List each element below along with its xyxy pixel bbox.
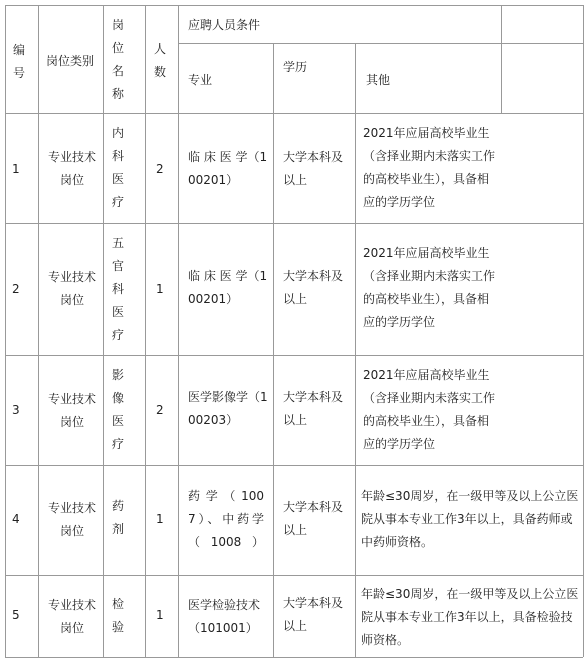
row2-name-text: 五官科医疗 [111,235,124,342]
row3-other-text: 2021年应届高校毕业生（含择业期内未落实工作的高校毕业生），具备相应的学历学位 [363,368,496,451]
header-no-text: 编号 [12,43,25,80]
row1-type-text: 专业技术岗位 [47,150,96,187]
header-type-text: 岗位类别 [46,54,95,68]
row2-no-text: 2 [12,282,20,296]
row4-other [361,484,581,554]
row3-type-text: 专业技术岗位 [47,392,96,429]
row3-major [188,386,268,432]
row4-no [12,508,20,530]
row5-other-text: 年龄≤30周岁，在一级甲等及以上公立医院从事本专业工作3年以上，具备检验技师资格。 [361,586,579,647]
row3-name [111,364,131,456]
row4-name [111,494,131,542]
row4-count [156,508,164,530]
row2-major-text: 临 床 医 学（100201） [188,269,268,306]
row4-other-text: 年龄≤30周岁，在一级甲等及以上公立医院从事本专业工作3年以上，具备药师或中药师资格。 [361,488,579,549]
row1-other [363,122,497,214]
row2-name [111,230,131,348]
row5-count [156,604,164,626]
row1-other-text: 2021年应届高校毕业生（含择业期内未落实工作的高校毕业生），具备相应的学历学位 [363,126,496,209]
row3-other [363,364,497,456]
row4-edu-text: 大学本科及以上 [283,500,344,537]
row4-major-text: 药学（1007）、中药学（1008） [188,488,264,549]
row2-edu [283,265,351,311]
row3-edu [283,386,351,432]
header-conditions [188,14,260,36]
row1-major [188,146,268,192]
row5-count-text: 1 [156,608,164,622]
row2-edu-text: 大学本科及以上 [283,269,344,306]
row3-edu-text: 大学本科及以上 [283,390,344,427]
row4-type-text: 专业技术岗位 [47,501,96,538]
row3-count-text: 2 [156,403,164,417]
row4-name-text: 药剂 [111,499,124,536]
header-major-text: 专业 [188,73,213,87]
row1-count-text: 2 [156,162,164,176]
row1-no [12,158,20,180]
row3-major-text: 医学影像学（100203） [188,390,268,427]
header-other [366,69,390,91]
row4-major [188,472,264,566]
row5-type-text: 专业技术岗位 [47,598,96,635]
row5-edu [283,592,351,638]
header-edu [283,56,307,78]
row4-edu [283,496,351,542]
row5-major-text: 医学检验技术（101001） [188,598,261,635]
row3-count [156,399,164,421]
row2-count-text: 1 [156,282,164,296]
row3-name-text: 影像医疗 [111,368,124,451]
row1-name-text: 内科医疗 [111,126,124,209]
row2-type-text: 专业技术岗位 [47,270,96,307]
row5-no-text: 5 [12,608,20,622]
row1-edu [283,146,351,192]
row1-name [111,122,131,214]
row2-no [12,278,20,300]
header-edu-text: 学历 [283,60,308,74]
row4-no-text: 4 [12,512,20,526]
header-name-text: 岗位名称 [111,18,124,101]
row1-type [44,134,100,204]
row4-type [44,485,100,555]
row3-no [12,399,20,421]
row1-no-text: 1 [12,162,20,176]
header-type [46,36,98,86]
row5-other [361,582,581,652]
row5-name-text: 检验 [111,597,124,634]
row2-major [188,265,268,311]
row2-other [363,242,497,334]
header-major [188,69,212,91]
row1-major-text: 临 床 医 学（100201） [188,150,268,187]
header-no [12,32,34,92]
header-count-text: 人数 [153,42,166,79]
header-name [111,12,131,108]
header-conditions-text: 应聘人员条件 [188,18,261,32]
row1-edu-text: 大学本科及以上 [283,150,344,187]
header-count [153,34,173,88]
header-other-text: 其他 [366,73,391,87]
row3-type [44,376,100,446]
row2-other-text: 2021年应届高校毕业生（含择业期内未落实工作的高校毕业生），具备相应的学历学位 [363,246,496,329]
row2-type [44,254,100,324]
row5-edu-text: 大学本科及以上 [283,596,344,633]
row5-no [12,604,20,626]
row4-count-text: 1 [156,512,164,526]
row1-count [156,158,164,180]
row3-no-text: 3 [12,403,20,417]
row2-count [156,278,164,300]
row5-major [188,582,268,652]
row5-type [44,582,100,652]
row5-name [111,592,131,640]
